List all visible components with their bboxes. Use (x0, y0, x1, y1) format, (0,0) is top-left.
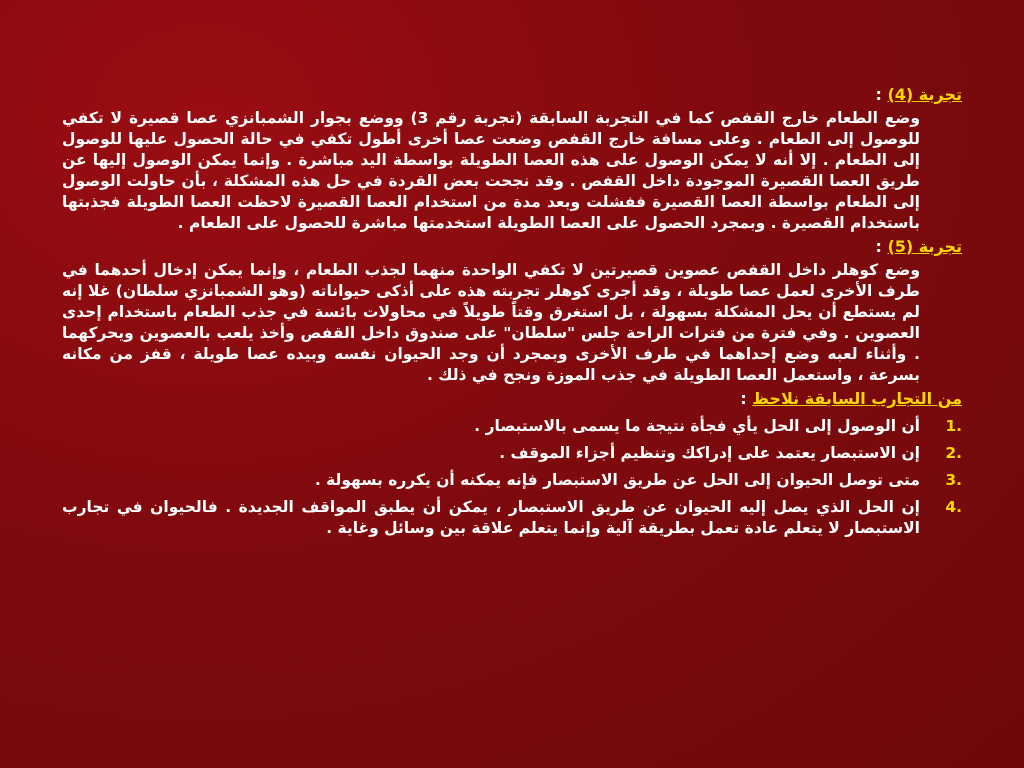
experiment5-body: وضع كوهلر داخل القفص عصوين قصيرتين لا تكفي الواحدة منهما لجذب الطعام ، وإنما يمكن إدخال أحدهما في طرف الأخرى لعمل عصا طويلة ، وقد أجرى كوهلر تجربته هذه على أذكى حيواناته (وهو الشمبانزي سلطان) غلا إنه لم يستطع أن يحل المشكلة بسهولة ، بل استغرق وقتاً طويلاً في محاولات بائسة في جذب الطعام باستخدام إحدى العصوين . وفي فترة من فترات الراحة جلس "سلطان" على صندوق داخل القفص وأخذ يلعب بالعصوين ويحركهما . وأثناء لعبه وضع إحداهما في طرف الأخرى وبمجرد أن وجد الحيوان نفسه وبيده عصا طويلة ، قفز من مكانه بسرعة ، واستعمل العصا الطويلة في جذب الموزة ونجح في ذلك . (62, 261, 920, 384)
experiment4-colon: : (875, 85, 882, 104)
experiment5-heading (62, 234, 962, 260)
list-item-number: 3. (945, 471, 962, 489)
experiment5-colon: : (875, 237, 882, 256)
list-item-text: متى توصل الحيوان إلى الحل عن طريق الاستبصار فإنه يمكنه أن يكرره بسهولة . (314, 471, 920, 489)
list-item-text: إن الاستبصار يعتمد على إدراكك وتنظيم أجزاء الموقف . (499, 444, 920, 462)
experiment5-title: تجربة (5) (887, 237, 962, 256)
experiment4-title: تجربة (4) (887, 85, 962, 104)
list-item-text: أن الوصول إلى الحل يأي فجأة نتيجة ما يسمى بالاستبصار . (474, 417, 920, 435)
list-item (62, 443, 962, 464)
observations-title: من التجارب السابقة نلاحظ (752, 389, 962, 408)
list-item (62, 416, 962, 437)
observations-heading (62, 386, 962, 412)
observations-list (62, 416, 962, 539)
experiment4-heading (62, 82, 962, 108)
observations-colon: : (740, 389, 747, 408)
slide-content (62, 82, 962, 545)
experiment4-body: وضع الطعام خارج القفص كما في التجربة السابقة (تجربة رقم 3) ووضع بجوار الشمبانزي عصا قصيرة لا تكفي للوصول إلى الطعام . وعلى مسافة خارج القفص وضعت عصا أخرى أطول تكفي في حالة الحصول عليها للوصول إلى الطعام . إلا أنه لا يمكن الوصول على هذه العصا الطويلة بواسطة اليد مباشرة . وإنما يمكن الوصول إليها عن طريق العصا القصيرة الموجودة داخل القفص . وقد نجحت بعض القردة في حل هذه المشكلة ، بأن حاولت الوصول إلى الطعام بواسطة العصا القصيرة ففشلت وبعد مدة من استخدام العصا القصيرة لاحظت العصا الطويلة فجذبتها باستخدام القصيرة . وبمجرد الحصول على العصا الطويلة استخدمتها مباشرة للحصول على الطعام . (62, 109, 920, 232)
list-item-number: 4. (945, 498, 962, 516)
list-item (62, 497, 962, 539)
list-item (62, 470, 962, 491)
list-item-number: 1. (945, 417, 962, 435)
list-item-number: 2. (945, 444, 962, 462)
list-item-text: إن الحل الذي يصل إليه الحيوان عن طريق الاستبصار ، يمكن أن يطبق المواقف الجديدة . فالحيوان في تجارب الاستبصار لا يتعلم عادة تعمل بطريقة آلية وإنما يتعلم علاقة بين وسائل وغاية . (62, 498, 920, 537)
